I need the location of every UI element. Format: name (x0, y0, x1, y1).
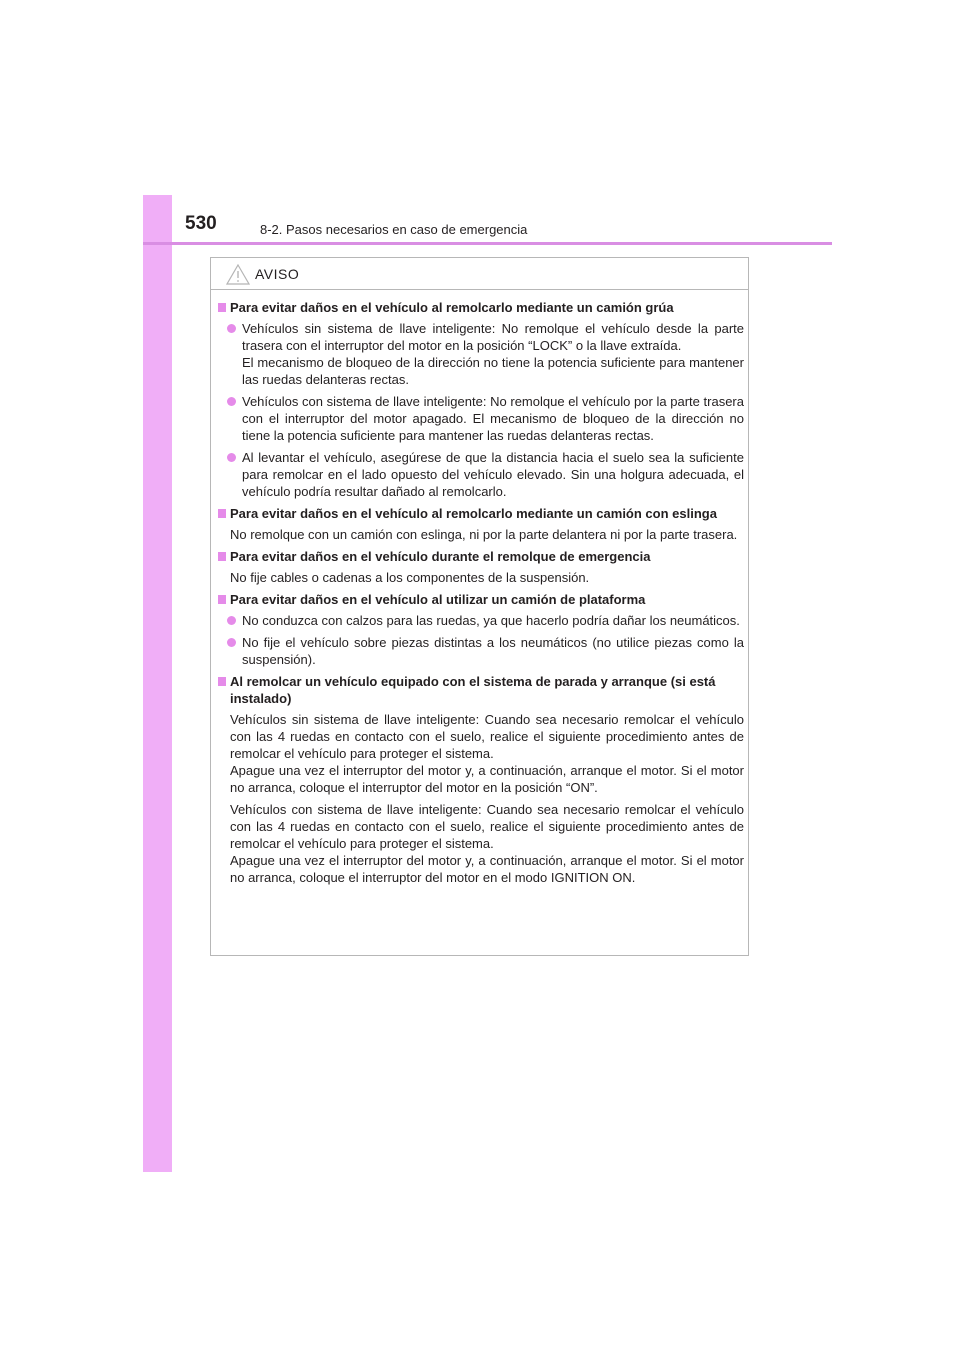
bullet-text: Al levantar el vehículo, asegúrese de que la distancia hacia el suelo sea la suficiente para remolcar en el lado opuesto del vehículo elevado. Sin una holgura adecuada, el vehículo podría resultar dañado al remolcarlo. (242, 450, 744, 499)
paragraph (218, 711, 744, 796)
section-heading: Al remolcar un vehículo equipado con el sistema de parada y arranque (si está instalado) (218, 673, 744, 707)
paragraph: No fije cables o cadenas a los componentes de la suspensión. (230, 570, 590, 585)
bullet-icon (227, 638, 236, 647)
paragraph-line: Apague una vez el interruptor del motor y, a continuación, arranque el motor. Si el motor no arranca, coloque el interruptor del motor en el modo IGNITION ON. (230, 853, 744, 885)
paragraph (218, 801, 744, 886)
list-item (222, 320, 744, 388)
section-heading: Para evitar daños en el vehículo al utilizar un camión de plataforma (218, 591, 744, 608)
section-heading: Para evitar daños en el vehículo al remolcarlo mediante un camión con eslinga (218, 505, 744, 522)
bullet-icon (227, 324, 236, 333)
warning-box-header (211, 258, 748, 290)
list-item (222, 393, 744, 444)
section-heading: Para evitar daños en el vehículo durante el remolque de emergencia (218, 548, 744, 565)
header-tab (143, 195, 172, 243)
bullet-icon (227, 397, 236, 406)
bullet-text: No conduzca con calzos para las ruedas, ya que hacerlo podría dañar los neumáticos. (242, 613, 740, 628)
header-rule (143, 242, 832, 245)
paragraph: No remolque con un camión con eslinga, ni por la parte delantera ni por la parte trasera. (230, 527, 738, 542)
bullet-icon (227, 453, 236, 462)
bullet-text: El mecanismo de bloqueo de la dirección no tiene la potencia suficiente para mantener las ruedas delanteras rectas. (242, 355, 744, 387)
bullet-text: Vehículos sin sistema de llave inteligente: No remolque el vehículo desde la parte trasera con el interruptor del motor en la posición “LOCK” o la llave extraída. (242, 321, 744, 353)
section-title: 8-2. Pasos necesarios en caso de emergencia (260, 222, 528, 237)
page-number: 530 (185, 213, 217, 234)
warning-label: AVISO (255, 266, 300, 282)
bullet-icon (227, 616, 236, 625)
list-item (222, 449, 744, 500)
paragraph-line: Vehículos con sistema de llave inteligente: Cuando sea necesario remolcar el vehículo con las 4 ruedas en contacto con el suelo, realice el siguiente procedimiento antes de remolcar el vehículo para proteger el sistema. (230, 802, 744, 851)
warning-body (218, 299, 744, 891)
section-heading: Para evitar daños en el vehículo al remolcarlo mediante un camión grúa (218, 299, 744, 316)
list-item (222, 634, 744, 668)
list-item (222, 612, 744, 629)
paragraph-line: Apague una vez el interruptor del motor y, a continuación, arranque el motor. Si el motor no arranca, coloque el interruptor del motor en la posición “ON”. (230, 763, 744, 795)
warning-box (210, 257, 749, 956)
side-color-band (143, 195, 172, 1172)
bullet-text: Vehículos con sistema de llave inteligente: No remolque el vehículo por la parte trasera con el interruptor del motor apagado. El mecanismo de bloqueo de la dirección no tiene la potencia suficiente para mantener las ruedas delanteras rectas. (242, 394, 744, 443)
warning-triangle-icon (226, 264, 250, 285)
bullet-text: No fije el vehículo sobre piezas distintas a los neumáticos (no utilice piezas como la suspensión). (242, 635, 744, 667)
paragraph-line: Vehículos sin sistema de llave inteligente: Cuando sea necesario remolcar el vehículo con las 4 ruedas en contacto con el suelo, realice el siguiente procedimiento antes de remolcar el vehículo para proteger el sistema. (230, 712, 744, 761)
